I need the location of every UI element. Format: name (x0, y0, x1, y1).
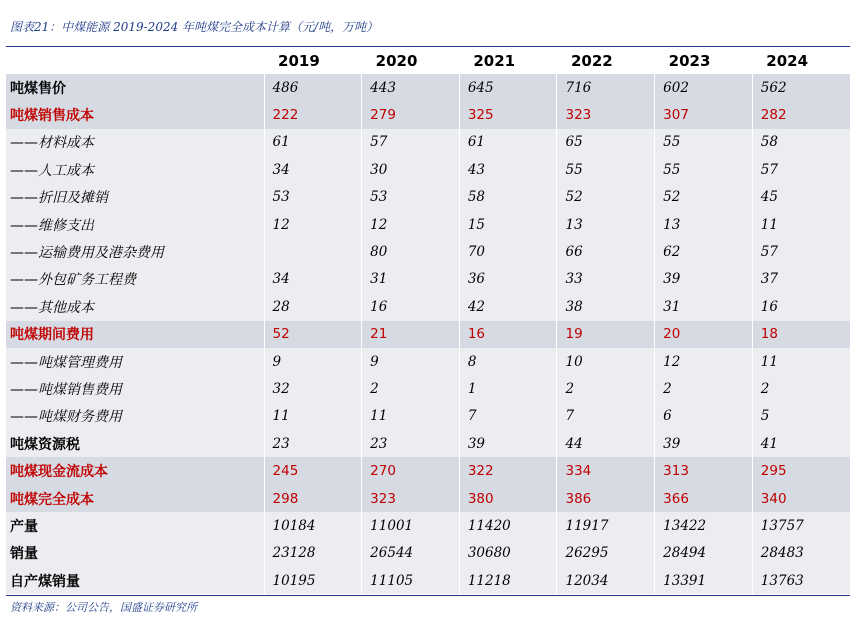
header-label (6, 47, 264, 74)
cell-value: 13422 (655, 512, 753, 539)
year-header: 2021 (473, 51, 516, 70)
cell-value: 13 (557, 211, 655, 238)
row-label: ——人工成本 (6, 156, 264, 183)
table-row (6, 266, 850, 293)
table-row (6, 293, 850, 320)
cell-value: 11917 (557, 512, 655, 539)
cell-value: 37 (752, 266, 850, 293)
cell-value: 13 (655, 211, 753, 238)
cell-value: 11 (264, 403, 362, 430)
table-row (6, 184, 850, 211)
row-label: 吨煤现金流成本 (6, 457, 264, 484)
cell-value: 10 (557, 348, 655, 375)
cell-value: 12 (655, 348, 753, 375)
cell-value: 41 (752, 430, 850, 457)
cell-value: 65 (557, 129, 655, 156)
cell-value: 322 (459, 457, 557, 484)
cell-value: 645 (459, 74, 557, 101)
cell-value: 11105 (362, 567, 460, 594)
cell-value: 1 (459, 375, 557, 402)
cell-value: 61 (459, 129, 557, 156)
cell-value: 55 (655, 156, 753, 183)
table-row (6, 375, 850, 402)
row-label: 吨煤期间费用 (6, 321, 264, 348)
cell-value: 52 (557, 184, 655, 211)
year-header: 2020 (375, 51, 418, 70)
row-label: 吨煤完全成本 (6, 485, 264, 512)
cell-value: 10195 (264, 567, 362, 594)
row-label: ——其他成本 (6, 293, 264, 320)
cell-value: 61 (264, 129, 362, 156)
cell-value: 13757 (752, 512, 850, 539)
table-row (6, 512, 850, 539)
cell-value: 222 (264, 101, 362, 128)
cell-value: 16 (362, 293, 460, 320)
cell-value: 9 (362, 348, 460, 375)
cell-value: 16 (459, 321, 557, 348)
figure-caption: 图表21：中煤能源 2019-2024 年吨煤完全成本计算（元/吨，万吨） (10, 20, 379, 34)
row-label: ——吨煤销售费用 (6, 375, 264, 402)
row-label: ——运输费用及港杂费用 (6, 238, 264, 265)
cell-value: 245 (264, 457, 362, 484)
cell-value: 7 (459, 403, 557, 430)
row-label: 吨煤资源税 (6, 430, 264, 457)
year-header: 2019 (278, 51, 320, 70)
cell-value: 366 (655, 485, 753, 512)
cell-value: 380 (459, 485, 557, 512)
cell-value: 323 (362, 485, 460, 512)
cell-value: 58 (459, 184, 557, 211)
cell-value: 11420 (459, 512, 557, 539)
cell-value: 57 (362, 129, 460, 156)
cell-value: 23 (264, 430, 362, 457)
cell-value: 12 (362, 211, 460, 238)
table-row (6, 238, 850, 265)
header-row (6, 47, 850, 74)
table-row (6, 129, 850, 156)
cell-value: 307 (655, 101, 753, 128)
cell-value: 80 (362, 238, 460, 265)
table-row (6, 567, 850, 594)
cell-value: 62 (655, 238, 753, 265)
cell-value: 57 (752, 156, 850, 183)
table-row (6, 485, 850, 512)
cell-value: 28494 (655, 540, 753, 567)
cell-value: 44 (557, 430, 655, 457)
cell-value: 5 (752, 403, 850, 430)
cell-value: 66 (557, 238, 655, 265)
cell-value: 334 (557, 457, 655, 484)
cell-value: 270 (362, 457, 460, 484)
cell-value: 2 (655, 375, 753, 402)
cost-table (6, 47, 850, 594)
cell-value: 39 (655, 266, 753, 293)
cell-value: 323 (557, 101, 655, 128)
row-label: ——吨煤管理费用 (6, 348, 264, 375)
cell-value: 2 (752, 375, 850, 402)
cell-value: 28483 (752, 540, 850, 567)
cell-value: 26295 (557, 540, 655, 567)
cell-value: 11 (362, 403, 460, 430)
cell-value: 42 (459, 293, 557, 320)
cell-value: 53 (362, 184, 460, 211)
cell-value: 9 (264, 348, 362, 375)
year-header: 2023 (668, 51, 711, 70)
table-row (6, 74, 850, 101)
cell-value: 15 (459, 211, 557, 238)
cell-value: 313 (655, 457, 753, 484)
cell-value: 2 (362, 375, 460, 402)
year-header: 2024 (766, 51, 809, 70)
cell-value: 386 (557, 485, 655, 512)
cell-value: 16 (752, 293, 850, 320)
cell-value: 443 (362, 74, 460, 101)
cell-value: 57 (752, 238, 850, 265)
row-label: ——维修支出 (6, 211, 264, 238)
cell-value: 19 (557, 321, 655, 348)
cell-value: 2 (557, 375, 655, 402)
cell-value: 30680 (459, 540, 557, 567)
cell-value: 11 (752, 348, 850, 375)
cell-value: 716 (557, 74, 655, 101)
row-label: ——吨煤财务费用 (6, 403, 264, 430)
table-row (6, 321, 850, 348)
cell-value: 30 (362, 156, 460, 183)
cell-value: 11001 (362, 512, 460, 539)
cell-value: 39 (459, 430, 557, 457)
cell-value: 34 (264, 156, 362, 183)
cell-value: 12 (264, 211, 362, 238)
cell-value: 52 (264, 321, 362, 348)
cell-value: 31 (362, 266, 460, 293)
row-label: ——材料成本 (6, 129, 264, 156)
cell-value: 13763 (752, 567, 850, 594)
cell-value: 70 (459, 238, 557, 265)
cell-value: 32 (264, 375, 362, 402)
table-row (6, 101, 850, 128)
cell-value: 23128 (264, 540, 362, 567)
cell-value: 340 (752, 485, 850, 512)
cell-value: 43 (459, 156, 557, 183)
cell-value: 298 (264, 485, 362, 512)
cell-value: 18 (752, 321, 850, 348)
cell-value: 295 (752, 457, 850, 484)
row-label: ——折旧及摊销 (6, 184, 264, 211)
cell-value: 28 (264, 293, 362, 320)
cell-value: 282 (752, 101, 850, 128)
cell-value: 55 (655, 129, 753, 156)
cell-value: 53 (264, 184, 362, 211)
table-row (6, 403, 850, 430)
table-row (6, 211, 850, 238)
cell-value: 486 (264, 74, 362, 101)
cell-value: 279 (362, 101, 460, 128)
cell-value: 38 (557, 293, 655, 320)
cell-value: 11218 (459, 567, 557, 594)
row-label: 自产煤销量 (6, 567, 264, 594)
cell-value: 6 (655, 403, 753, 430)
cell-value: 21 (362, 321, 460, 348)
cell-value: 23 (362, 430, 460, 457)
table-row (6, 156, 850, 183)
cell-value: 55 (557, 156, 655, 183)
cell-value: 8 (459, 348, 557, 375)
cell-value: 52 (655, 184, 753, 211)
cell-value: 33 (557, 266, 655, 293)
cell-value: 36 (459, 266, 557, 293)
cell-value: 12034 (557, 567, 655, 594)
cell-value: 7 (557, 403, 655, 430)
table-row (6, 430, 850, 457)
cell-value: 562 (752, 74, 850, 101)
row-label: 吨煤销售成本 (6, 101, 264, 128)
cell-value (264, 238, 362, 265)
table-row (6, 348, 850, 375)
cell-value: 325 (459, 101, 557, 128)
source-note: 资料来源：公司公告，国盛证券研究所 (10, 601, 197, 614)
year-header: 2022 (570, 51, 613, 70)
row-label: 吨煤售价 (6, 74, 264, 101)
cell-value: 602 (655, 74, 753, 101)
cell-value: 11 (752, 211, 850, 238)
cell-value: 31 (655, 293, 753, 320)
cell-value: 39 (655, 430, 753, 457)
cell-value: 26544 (362, 540, 460, 567)
cell-value: 13391 (655, 567, 753, 594)
row-label: 销量 (6, 540, 264, 567)
row-label: ——外包矿务工程费 (6, 266, 264, 293)
table-row (6, 540, 850, 567)
cell-value: 10184 (264, 512, 362, 539)
table-row (6, 457, 850, 484)
cell-value: 45 (752, 184, 850, 211)
cell-value: 34 (264, 266, 362, 293)
cell-value: 20 (655, 321, 753, 348)
row-label: 产量 (6, 512, 264, 539)
cell-value: 58 (752, 129, 850, 156)
bottom-rule (6, 595, 850, 596)
